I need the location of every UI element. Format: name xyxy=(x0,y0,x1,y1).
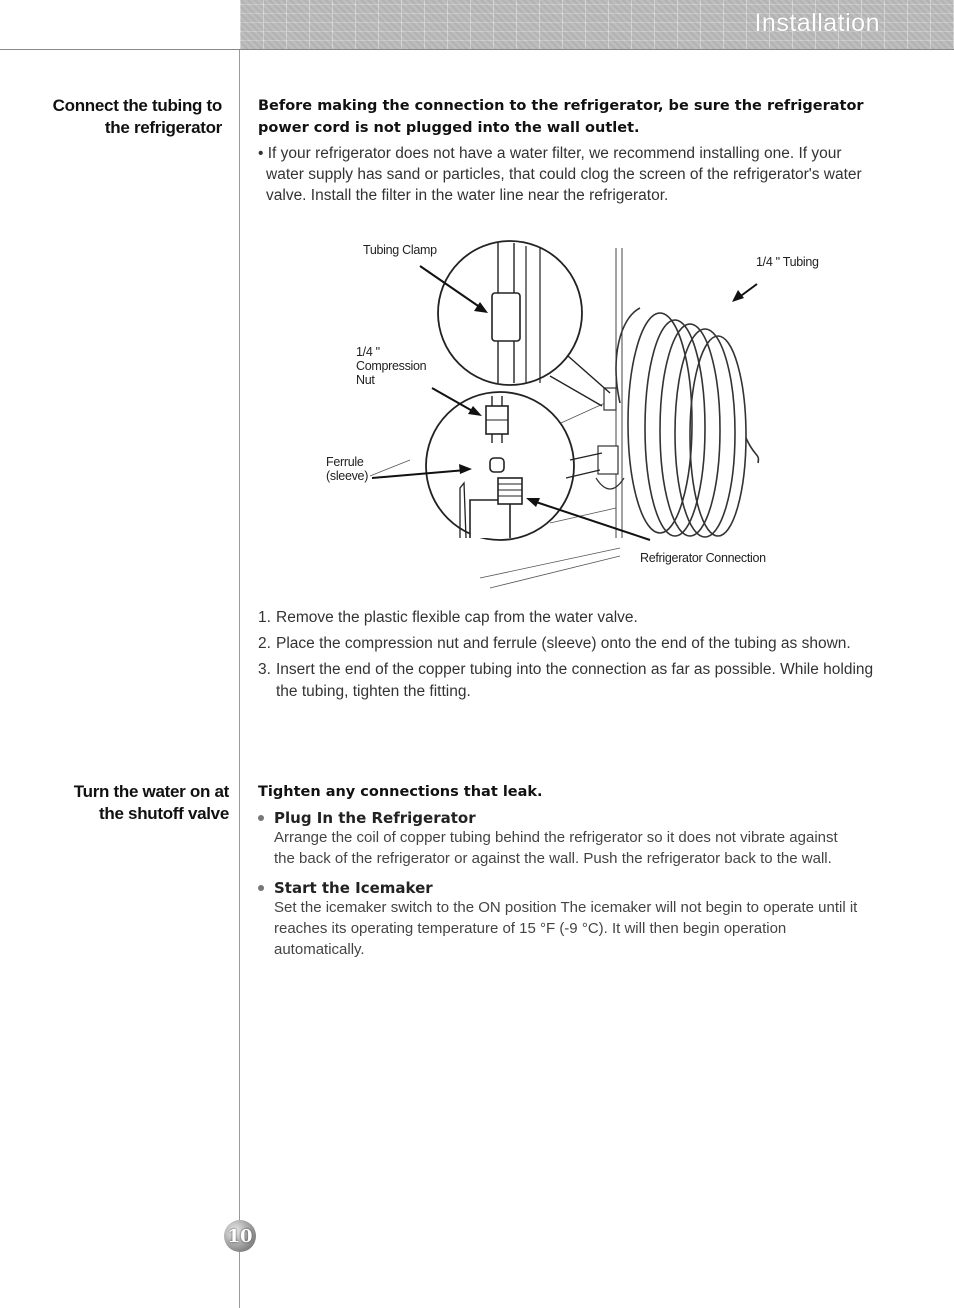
step-number: 2. xyxy=(258,635,271,652)
subsection-body: Set the icemaker switch to the ON position The icemaker will not begin to operate until it reaches its operating temperature of 15 °F (-9 °C). It will then begin operation automatically. xyxy=(274,899,858,958)
heading-line: Connect the tubing to xyxy=(52,96,222,115)
label-tubing-clamp: Tubing Clamp xyxy=(363,243,437,257)
step-number: 1. xyxy=(258,609,271,626)
subsection-body: Arrange the coil of copper tubing behind the refrigerator so it does not vibrate against the back of the refrigerator or against the wall. Push the refrigerator back to the wall. xyxy=(274,829,838,867)
step-text: Place the compression nut and ferrule (sleeve) onto the end of the tubing as shown. xyxy=(276,635,851,652)
heading-line: the shutoff valve xyxy=(99,804,229,823)
step-text: Remove the plastic flexible cap from the water valve. xyxy=(276,609,638,626)
section-connect-tubing xyxy=(258,95,898,206)
subsection-title xyxy=(258,809,898,827)
label-compression-line: 1/4 " xyxy=(356,345,380,359)
steps-list xyxy=(258,607,898,707)
heading-line: the refrigerator xyxy=(104,118,222,137)
label-ferrule: (sleeve) xyxy=(326,469,369,483)
bullet-icon xyxy=(258,885,264,891)
heading-line: Turn the water on at xyxy=(73,782,229,801)
page-title: Installation xyxy=(754,9,880,37)
label-compression-line: Compression xyxy=(356,359,427,373)
warning-text: Tighten any connections that leak. xyxy=(258,784,543,800)
warning-text: Before making the connection to the refrigerator, be sure the refrigerator power cord is not plugged into the wall outlet. xyxy=(258,98,864,136)
subsection-title-text: Start the Icemaker xyxy=(274,879,433,897)
step-text: Insert the end of the copper tubing into the connection as far as possible. While holding the tubing, tighten the fitting. xyxy=(276,661,874,700)
list-item xyxy=(258,607,898,629)
subsection-title xyxy=(258,879,898,897)
bullet-icon xyxy=(258,815,264,821)
section-heading-turn-water-on xyxy=(74,781,229,825)
header-rule xyxy=(0,49,954,50)
step-number: 3. xyxy=(258,661,271,678)
page-number-badge: 10 xyxy=(224,1220,256,1252)
list-item xyxy=(258,633,898,655)
list-item xyxy=(258,659,898,703)
label-compression-line: Nut xyxy=(356,373,375,387)
filter-note: • If your refrigerator does not have a water filter, we recommend installing one. If your water supply has sand or particles, that could clog the screen of the refrigerator's water valve. Install the filter in the water line near the refrigerator. xyxy=(258,145,862,204)
section-turn-water-on xyxy=(258,781,898,960)
label-ferrule: Ferrule xyxy=(326,455,364,469)
label-refrigerator-connection: Refrigerator Connection xyxy=(640,551,766,565)
header-band xyxy=(240,0,954,50)
tubing-connection-diagram xyxy=(320,238,840,598)
column-divider xyxy=(239,50,240,1308)
subsection-title-text: Plug In the Refrigerator xyxy=(274,809,476,827)
section-heading-connect-tubing xyxy=(53,95,222,139)
label-tubing: 1/4 " Tubing xyxy=(756,255,819,269)
